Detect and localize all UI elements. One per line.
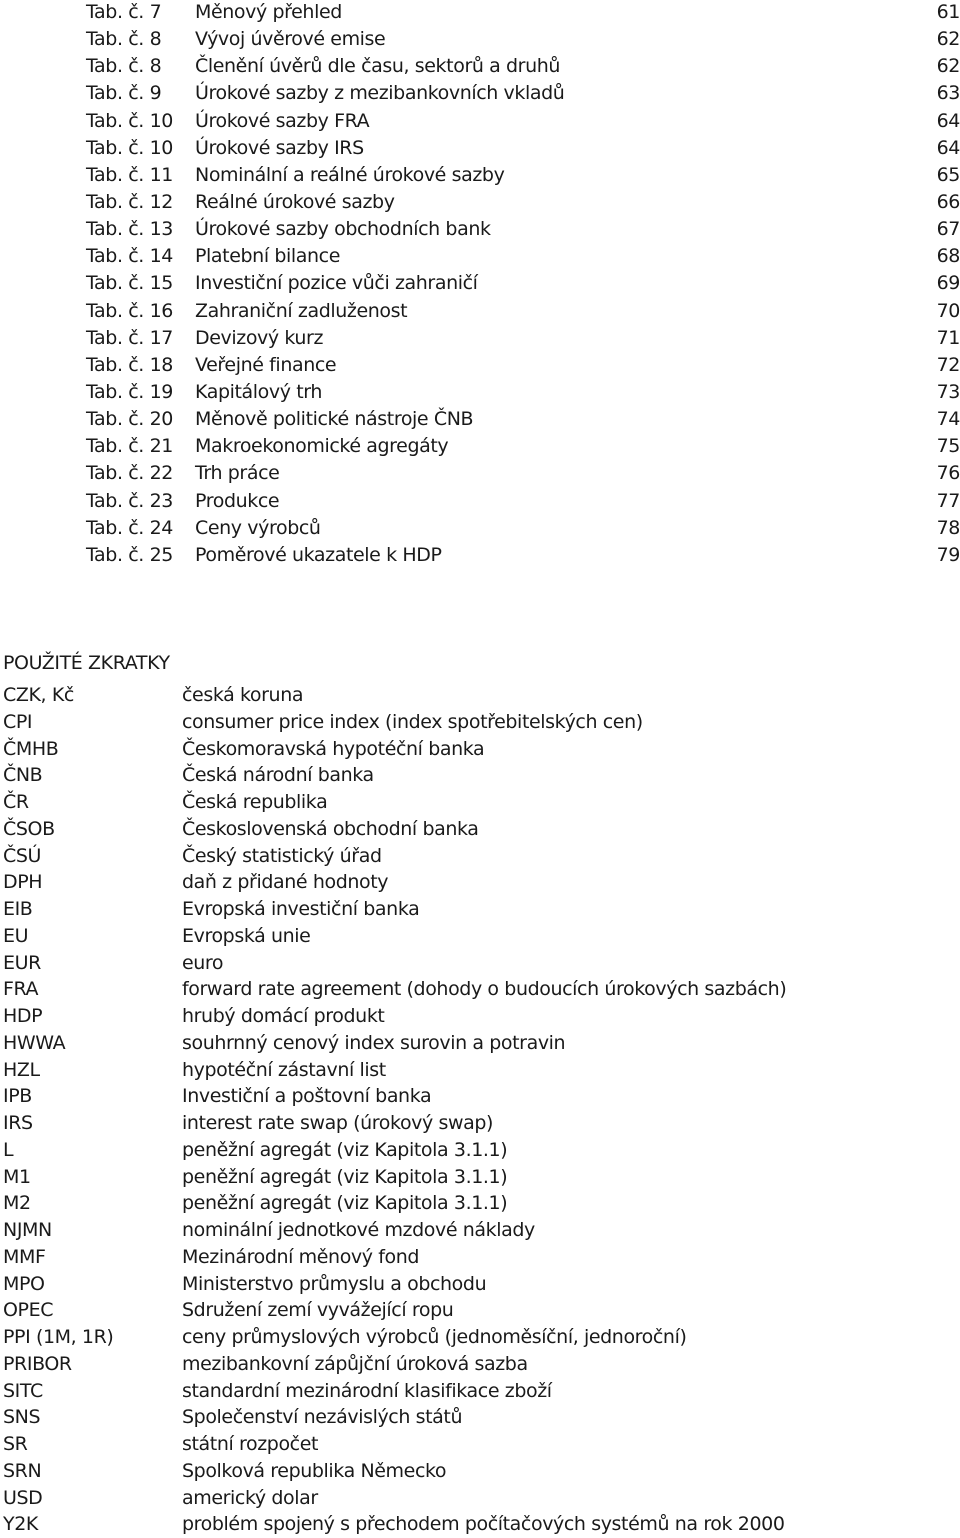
abbreviation-entry [0, 1378, 960, 1405]
toc-table-title: Poměrové ukazatele k HDP [195, 543, 442, 566]
toc-page-number: 72 [936, 353, 960, 376]
toc-page-number: 64 [936, 136, 960, 159]
abbreviation-term: HDP [3, 1005, 43, 1027]
abbreviation-entry [0, 1511, 960, 1538]
abbreviation-term: SR [3, 1433, 28, 1455]
abbreviation-entry [0, 1164, 960, 1191]
toc-table-title: Úrokové sazby IRS [195, 136, 364, 159]
abbreviation-entry [0, 789, 960, 816]
toc-entry [0, 489, 960, 516]
abbreviation-term: CZK, Kč [3, 684, 74, 706]
toc-page-number: 71 [936, 326, 960, 349]
toc-table-number: Tab. č. 20 [86, 408, 173, 431]
toc-entry [0, 299, 960, 326]
toc-page-number: 66 [936, 190, 960, 213]
abbreviation-term: HZL [3, 1058, 40, 1081]
toc-table-title: Ceny výrobců [195, 516, 321, 539]
toc-page-number: 77 [936, 489, 960, 512]
toc-entry [0, 81, 960, 108]
abbreviation-entry [0, 923, 960, 950]
abbreviation-entry [0, 1244, 960, 1271]
toc-table-title: Zahraniční zadluženost [195, 299, 408, 322]
abbreviation-term: USD [3, 1486, 43, 1509]
abbreviation-definition: Evropská unie [182, 924, 311, 947]
abbreviation-definition: hypotéční zástavní list [182, 1058, 386, 1081]
toc-table-title: Úrokové sazby z mezibankovních vkladů [195, 82, 565, 105]
abbreviation-entry [0, 869, 960, 896]
abbreviation-term: ČNB [3, 764, 43, 787]
abbreviation-term: EIB [3, 898, 33, 920]
abbreviation-term: M2 [3, 1192, 31, 1215]
abbreviation-term: CPI [3, 710, 33, 733]
toc-table-number: Tab. č. 19 [86, 380, 173, 403]
abbreviation-definition: státní rozpočet [182, 1433, 319, 1455]
abbreviation-entry [0, 950, 960, 977]
toc-table-number: Tab. č. 25 [86, 543, 173, 566]
abbreviation-term: SNS [3, 1406, 41, 1429]
abbreviation-definition: Československá obchodní banka [182, 817, 479, 840]
toc-table-title: Makroekonomické agregáty [195, 435, 449, 458]
abbreviation-term: MPO [3, 1272, 45, 1295]
toc-page-number: 69 [936, 272, 960, 295]
abbreviation-entry [0, 709, 960, 736]
toc-page-number: 62 [936, 28, 960, 51]
toc-page-number: 78 [936, 516, 960, 539]
abbreviation-definition: Evropská investiční banka [182, 898, 420, 920]
abbreviation-entry [0, 1297, 960, 1324]
abbreviation-entry [0, 1030, 960, 1057]
abbreviation-entry [0, 1110, 960, 1137]
abbreviation-term: Y2K [3, 1513, 38, 1536]
abbreviation-entry [0, 1083, 960, 1110]
abbreviation-term: IPB [3, 1085, 32, 1108]
abbreviations-heading: POUŽITÉ ZKRATKY [3, 652, 170, 674]
abbreviation-entry [0, 1458, 960, 1485]
toc-page-number: 75 [936, 435, 960, 458]
abbreviation-entry [0, 896, 960, 923]
abbreviation-entry [0, 736, 960, 763]
abbreviation-definition: česká koruna [182, 684, 304, 706]
abbreviation-entry [0, 1137, 960, 1164]
toc-entry [0, 0, 960, 27]
toc-page-number: 61 [936, 1, 960, 23]
toc-table-number: Tab. č. 9 [86, 82, 162, 105]
toc-entry [0, 543, 960, 570]
toc-entry [0, 54, 960, 81]
toc-table-title: Platební bilance [195, 245, 340, 268]
abbreviation-entry [0, 1431, 960, 1458]
toc-entry [0, 407, 960, 434]
toc-table-title: Trh práce [195, 462, 280, 485]
abbreviation-definition: daň z přidané hodnoty [182, 871, 389, 894]
abbreviation-definition: Česká národní banka [182, 764, 374, 787]
toc-table-number: Tab. č. 15 [86, 272, 173, 295]
abbreviation-term: ČR [3, 791, 29, 813]
toc-page-number: 64 [936, 109, 960, 132]
toc-page-number: 67 [936, 218, 960, 241]
toc-table-number: Tab. č. 8 [86, 55, 162, 78]
abbreviation-definition: Mezinárodní měnový fond [182, 1245, 420, 1268]
abbreviation-entry [0, 1217, 960, 1244]
toc-table-title: Úrokové sazby FRA [195, 109, 370, 132]
abbreviation-entry [0, 1190, 960, 1217]
abbreviation-term: PRIBOR [3, 1352, 72, 1375]
toc-entry [0, 217, 960, 244]
toc-entry [0, 190, 960, 217]
abbreviation-definition: peněžní agregát (viz Kapitola 3.1.1) [182, 1138, 508, 1161]
toc-entry [0, 163, 960, 190]
abbreviation-definition: ceny průmyslových výrobců (jednoměsíční, jednoroční) [182, 1326, 687, 1348]
toc-table-title: Vývoj úvěrové emise [195, 28, 386, 51]
toc-table-number: Tab. č. 24 [86, 516, 173, 539]
abbreviation-definition: americký dolar [182, 1486, 318, 1509]
abbreviation-definition: Společenství nezávislých států [182, 1406, 463, 1429]
abbreviation-definition: standardní mezinárodní klasifikace zboží [182, 1379, 552, 1402]
toc-entry [0, 109, 960, 136]
toc-table-number: Tab. č. 18 [86, 353, 173, 376]
abbreviation-entry [0, 843, 960, 870]
toc-table-title: Veřejné finance [195, 353, 337, 376]
abbreviations-list [0, 682, 960, 1538]
toc-table-title: Úrokové sazby obchodních bank [195, 218, 491, 241]
toc-table-number: Tab. č. 23 [86, 489, 173, 512]
abbreviation-term: NJMN [3, 1219, 52, 1241]
abbreviation-definition: Sdružení zemí vyvážející ropu [182, 1299, 454, 1322]
toc-table-number: Tab. č. 22 [86, 462, 173, 485]
abbreviation-definition: interest rate swap (úrokový swap) [182, 1112, 494, 1134]
abbreviation-definition: problém spojený s přechodem počítačových systémů na rok 2000 [182, 1513, 785, 1536]
toc-table-title: Investiční pozice vůči zahraničí [195, 272, 478, 295]
toc-entry [0, 326, 960, 353]
abbreviation-term: M1 [3, 1165, 31, 1188]
abbreviation-definition: hrubý domácí produkt [182, 1005, 385, 1027]
toc-table-title: Měnový přehled [195, 1, 342, 23]
abbreviation-term: ČSOB [3, 817, 55, 840]
toc-page-number: 74 [936, 408, 960, 431]
toc-table-title: Reálné úrokové sazby [195, 190, 395, 213]
toc-entry [0, 434, 960, 461]
toc-table-title: Nominální a reálné úrokové sazby [195, 163, 505, 186]
toc-entry [0, 380, 960, 407]
toc-table-title: Měnově politické nástroje ČNB [195, 408, 474, 431]
toc-entry [0, 136, 960, 163]
abbreviation-term: MMF [3, 1245, 46, 1268]
abbreviation-definition: Český statistický úřad [182, 844, 382, 867]
toc-page-number: 79 [936, 543, 960, 566]
abbreviation-entry [0, 1351, 960, 1378]
abbreviation-definition: consumer price index (index spotřebitelských cen) [182, 710, 643, 733]
abbreviation-definition: peněžní agregát (viz Kapitola 3.1.1) [182, 1192, 508, 1215]
abbreviation-definition: Investiční a poštovní banka [182, 1085, 432, 1108]
toc-table-number: Tab. č. 16 [86, 299, 173, 322]
toc-table-number: Tab. č. 12 [86, 190, 173, 213]
toc-table-title: Produkce [195, 489, 280, 512]
abbreviation-term: EUR [3, 951, 41, 974]
abbreviation-definition: forward rate agreement (dohody o budoucích úrokových sazbách) [182, 978, 787, 1001]
abbreviation-term: FRA [3, 978, 39, 1001]
toc-page-number: 63 [936, 82, 960, 105]
toc-page-number: 65 [936, 163, 960, 186]
abbreviation-term: ČSÚ [3, 844, 42, 867]
abbreviation-definition: Českomoravská hypotéční banka [182, 737, 485, 760]
table-of-contents [0, 0, 960, 570]
toc-entry [0, 27, 960, 54]
abbreviation-entry [0, 976, 960, 1003]
toc-page-number: 70 [936, 299, 960, 322]
abbreviation-entry [0, 682, 960, 709]
abbreviation-definition: Ministerstvo průmyslu a obchodu [182, 1272, 487, 1295]
abbreviation-entry [0, 1324, 960, 1351]
toc-table-title: Kapitálový trh [195, 380, 323, 403]
toc-entry [0, 516, 960, 543]
abbreviation-entry [0, 1404, 960, 1431]
toc-table-number: Tab. č. 13 [86, 218, 173, 241]
toc-page-number: 62 [936, 55, 960, 78]
abbreviation-entry [0, 1003, 960, 1030]
toc-entry [0, 244, 960, 271]
abbreviation-term: PPI (1M, 1R) [3, 1326, 114, 1348]
abbreviation-entry [0, 1057, 960, 1084]
abbreviation-term: IRS [3, 1112, 33, 1134]
toc-table-number: Tab. č. 7 [86, 1, 162, 23]
abbreviation-entry [0, 816, 960, 843]
toc-table-number: Tab. č. 11 [86, 163, 173, 186]
abbreviation-entry [0, 762, 960, 789]
toc-table-number: Tab. č. 17 [86, 326, 173, 349]
abbreviation-term: HWWA [3, 1031, 66, 1054]
abbreviation-term: SRN [3, 1459, 42, 1482]
toc-entry [0, 271, 960, 298]
toc-table-title: Devizový kurz [195, 326, 324, 349]
abbreviation-definition: Spolková republika Německo [182, 1459, 447, 1482]
toc-entry [0, 353, 960, 380]
abbreviation-term: EU [3, 924, 29, 947]
abbreviation-term: OPEC [3, 1299, 54, 1322]
abbreviation-term: SITC [3, 1379, 43, 1402]
toc-table-number: Tab. č. 14 [86, 245, 173, 268]
toc-page-number: 68 [936, 245, 960, 268]
abbreviation-definition: peněžní agregát (viz Kapitola 3.1.1) [182, 1165, 508, 1188]
abbreviation-term: L [3, 1138, 14, 1161]
toc-table-number: Tab. č. 10 [86, 109, 173, 132]
abbreviation-definition: euro [182, 951, 224, 974]
abbreviation-definition: nominální jednotkové mzdové náklady [182, 1219, 535, 1241]
abbreviation-entry [0, 1485, 960, 1512]
abbreviation-definition: mezibankovní zápůjční úroková sazba [182, 1352, 528, 1375]
toc-table-number: Tab. č. 10 [86, 136, 173, 159]
abbreviation-definition: souhrnný cenový index surovin a potravin [182, 1031, 566, 1054]
toc-page-number: 73 [936, 380, 960, 403]
toc-table-title: Členění úvěrů dle času, sektorů a druhů [195, 55, 561, 78]
toc-page-number: 76 [936, 462, 960, 485]
toc-table-number: Tab. č. 21 [86, 435, 173, 458]
toc-table-number: Tab. č. 8 [86, 28, 162, 51]
abbreviation-entry [0, 1271, 960, 1298]
abbreviation-definition: Česká republika [182, 791, 328, 813]
toc-entry [0, 461, 960, 488]
abbreviation-term: DPH [3, 871, 43, 894]
abbreviation-term: ČMHB [3, 737, 59, 760]
